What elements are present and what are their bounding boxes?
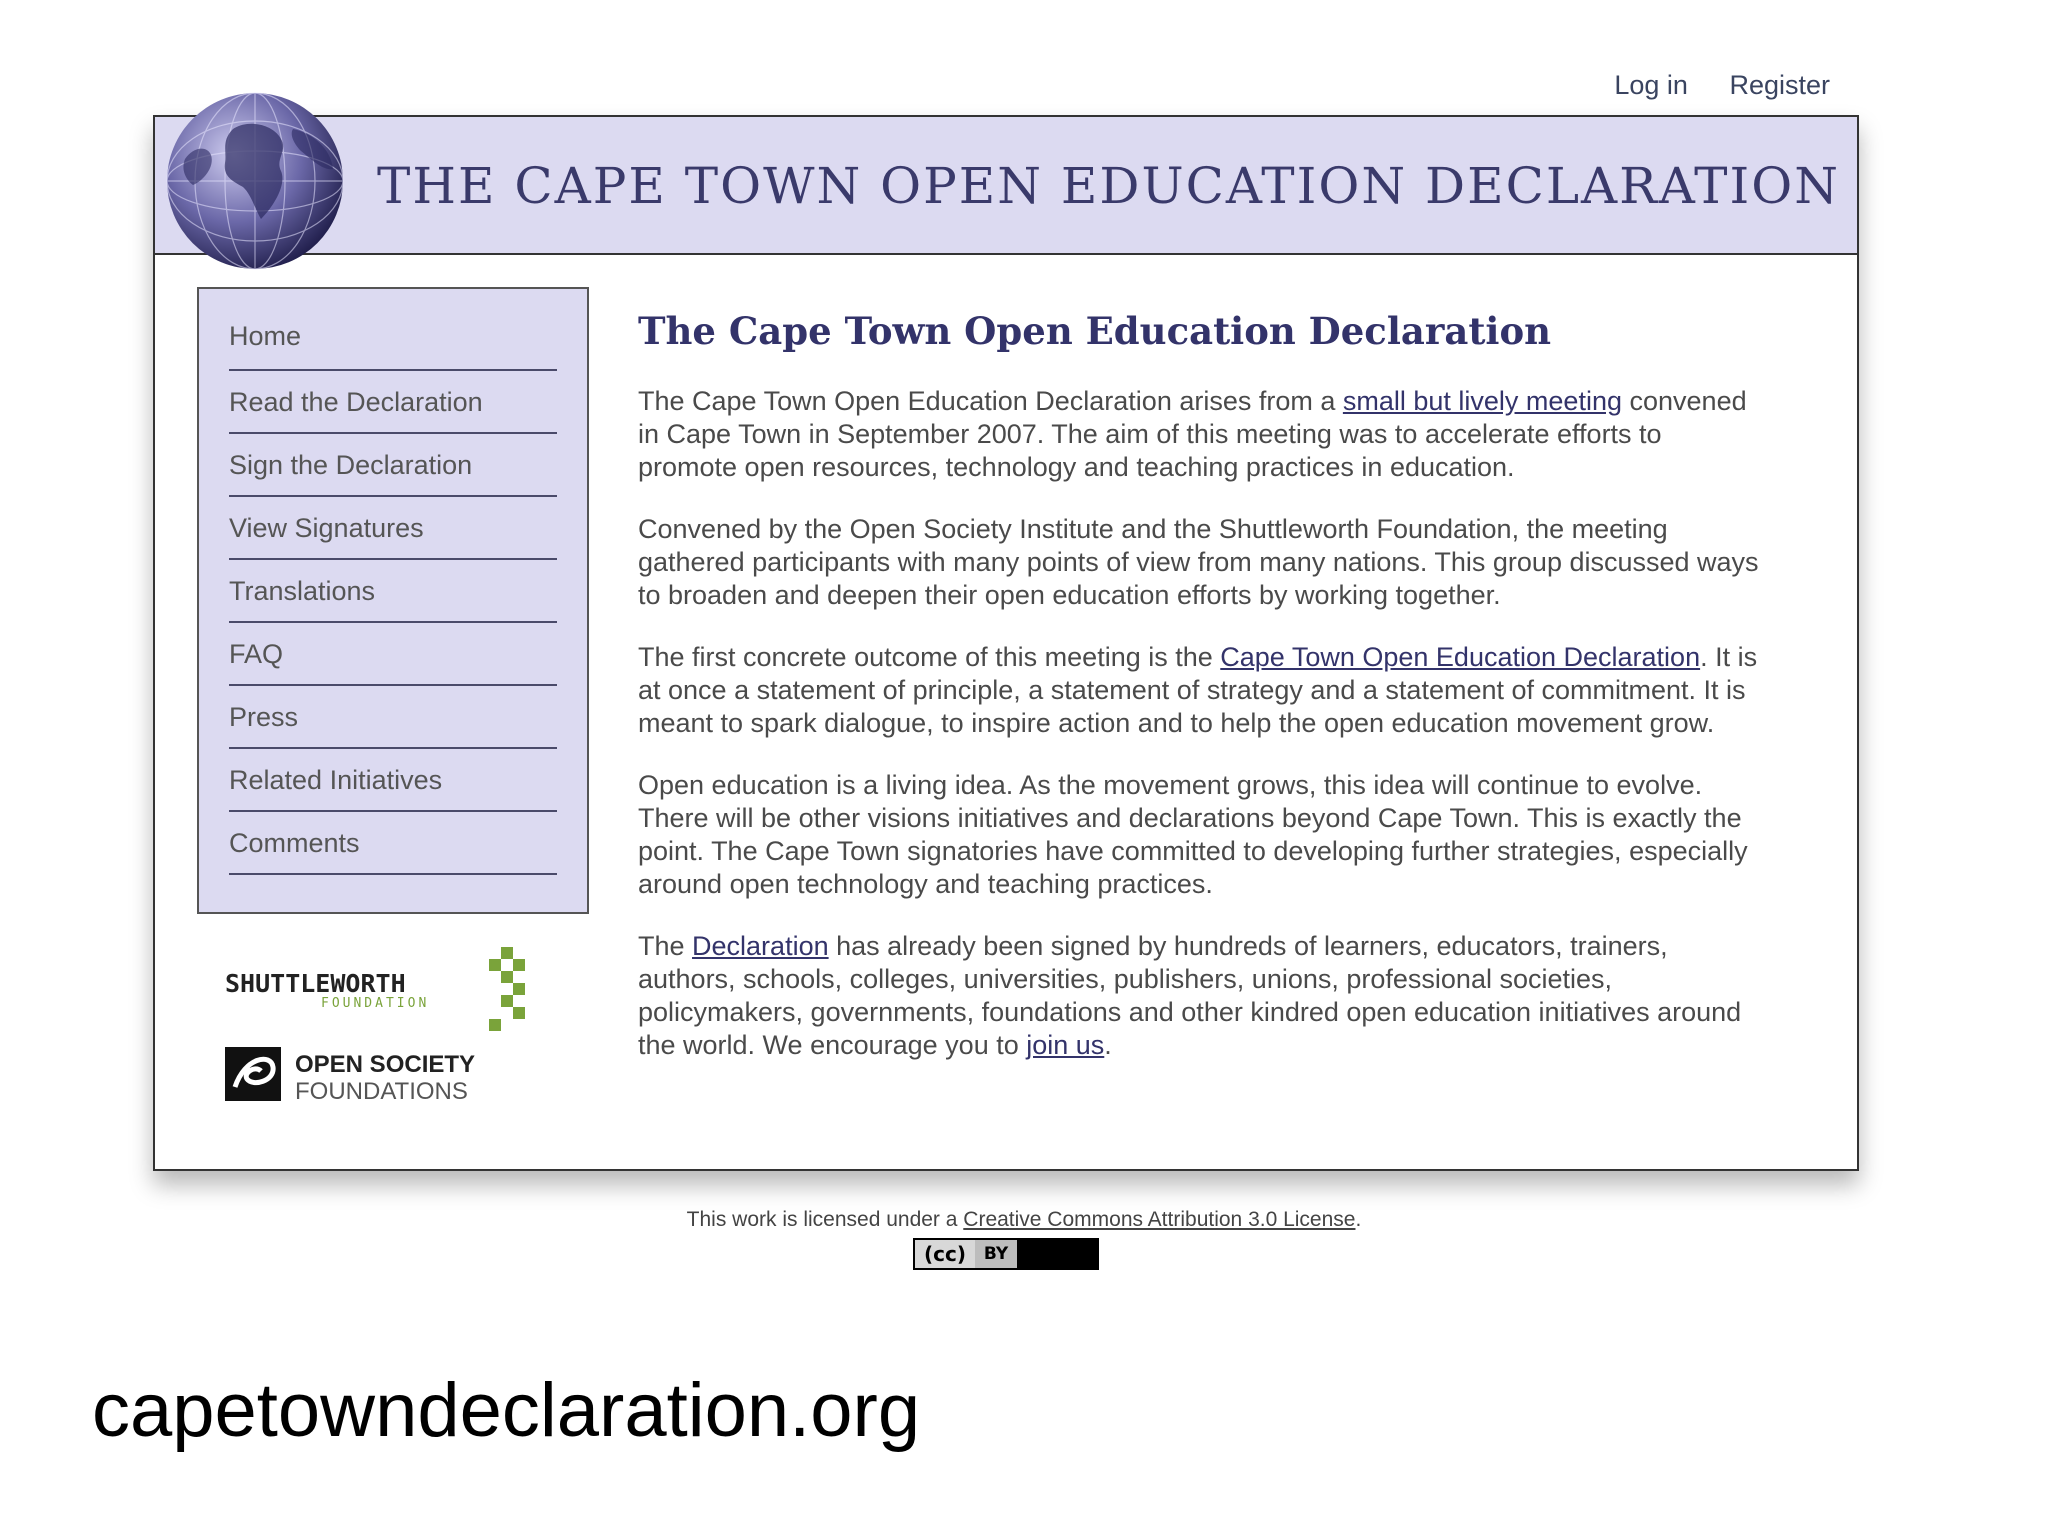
license-link[interactable]: Creative Commons Attribution 3.0 License	[963, 1208, 1356, 1231]
sidebar-item-related-initiatives[interactable]: Related Initiatives	[229, 749, 557, 812]
sidebar-item-read-declaration[interactable]: Read the Declaration	[229, 371, 557, 434]
declaration-link[interactable]: Cape Town Open Education Declaration	[1220, 642, 1701, 672]
meeting-link[interactable]: small but lively meeting	[1342, 386, 1622, 416]
license-suffix: .	[1355, 1208, 1362, 1231]
intro-paragraph	[638, 385, 1768, 484]
url-caption: capetowndeclaration.org	[92, 1368, 921, 1453]
shuttleworth-logo-subtext: FOUNDATION	[321, 996, 430, 1011]
cc-icon: (cc)	[915, 1240, 975, 1268]
living-idea-paragraph: Open education is a living idea. As the movement grows, this idea will continue to evolve. There will be other visions initiatives and declarations beyond Cape Town. This is exactly the point. The Cape Town signatories have committed to developing further strategies, especially around open technology and teaching practices.	[638, 770, 1748, 899]
signatories-text-c: .	[1104, 1030, 1112, 1060]
open-society-logo[interactable]	[225, 1047, 475, 1105]
top-links	[1580, 70, 1830, 101]
join-us-link[interactable]: join us	[1026, 1030, 1105, 1060]
sidebar-item-press[interactable]: Press	[229, 686, 557, 749]
site-banner	[155, 117, 1857, 255]
signatories-text-b: has already been signed by hundreds of learners, educators, trainers, authors, schools, colleges, universities, publishers, unions, professional societies, policymakers, governments, foundations and other kindred open education initiatives around the world. We encourage you to	[638, 931, 1742, 1060]
signatories-paragraph	[638, 930, 1768, 1062]
signatories-text-a: The	[638, 931, 693, 961]
sidebar-item-comments[interactable]: Comments	[229, 812, 557, 875]
sidebar-nav	[197, 287, 589, 914]
sidebar-item-translations[interactable]: Translations	[229, 560, 557, 623]
outcome-text-b: . It is at once a statement of principle, a statement of strategy and a statement of commitment. It is meant to spark dialogue, to inspire action and to help the open education movement grow.	[638, 642, 1758, 738]
sidebar-item-home[interactable]: Home	[229, 289, 557, 371]
by-icon: BY	[975, 1240, 1017, 1268]
license-prefix: This work is licensed under a	[686, 1208, 964, 1231]
page-title: The Cape Town Open Education Declaration	[638, 309, 1552, 353]
sponsor-logos	[225, 947, 545, 1117]
shuttleworth-logo-text: SHUTTLEWORTH	[225, 969, 406, 998]
outcome-text-a: The first concrete outcome of this meeting is the	[638, 642, 1221, 672]
convened-paragraph: Convened by the Open Society Institute and the Shuttleworth Foundation, the meeting gathered participants with many points of view from many nations. This group discussed ways to broaden and deepen their open education efforts by working together.	[638, 514, 1759, 610]
outcome-paragraph	[638, 641, 1768, 740]
main-content	[638, 309, 1768, 1091]
site-frame	[153, 115, 1859, 1171]
open-society-logo-line1: OPEN SOCIETY	[295, 1051, 476, 1078]
cc-badge[interactable]	[913, 1238, 1099, 1270]
license-notice	[0, 1208, 2048, 1232]
sidebar-item-faq[interactable]: FAQ	[229, 623, 557, 686]
intro-text-b: convened in Cape Town in September 2007. The aim of this meeting was to accelerate efforts to promote open resources, technology and teaching practices in education.	[638, 386, 1747, 482]
register-link[interactable]: Register	[1729, 70, 1830, 100]
intro-text-a: The Cape Town Open Education Declaration arises from a	[638, 386, 1343, 416]
open-society-logo-line2: FOUNDATIONS	[295, 1078, 468, 1105]
site-title: THE CAPE TOWN OPEN EDUCATION DECLARATION	[377, 157, 1841, 215]
globe-icon	[163, 89, 347, 273]
shuttleworth-mark-icon	[489, 947, 525, 1031]
sidebar-item-sign-declaration[interactable]: Sign the Declaration	[229, 434, 557, 497]
sidebar-item-view-signatures[interactable]: View Signatures	[229, 497, 557, 560]
login-link[interactable]: Log in	[1614, 70, 1688, 100]
shuttleworth-logo[interactable]	[225, 947, 525, 1031]
declaration-short-link[interactable]: Declaration	[692, 931, 829, 961]
